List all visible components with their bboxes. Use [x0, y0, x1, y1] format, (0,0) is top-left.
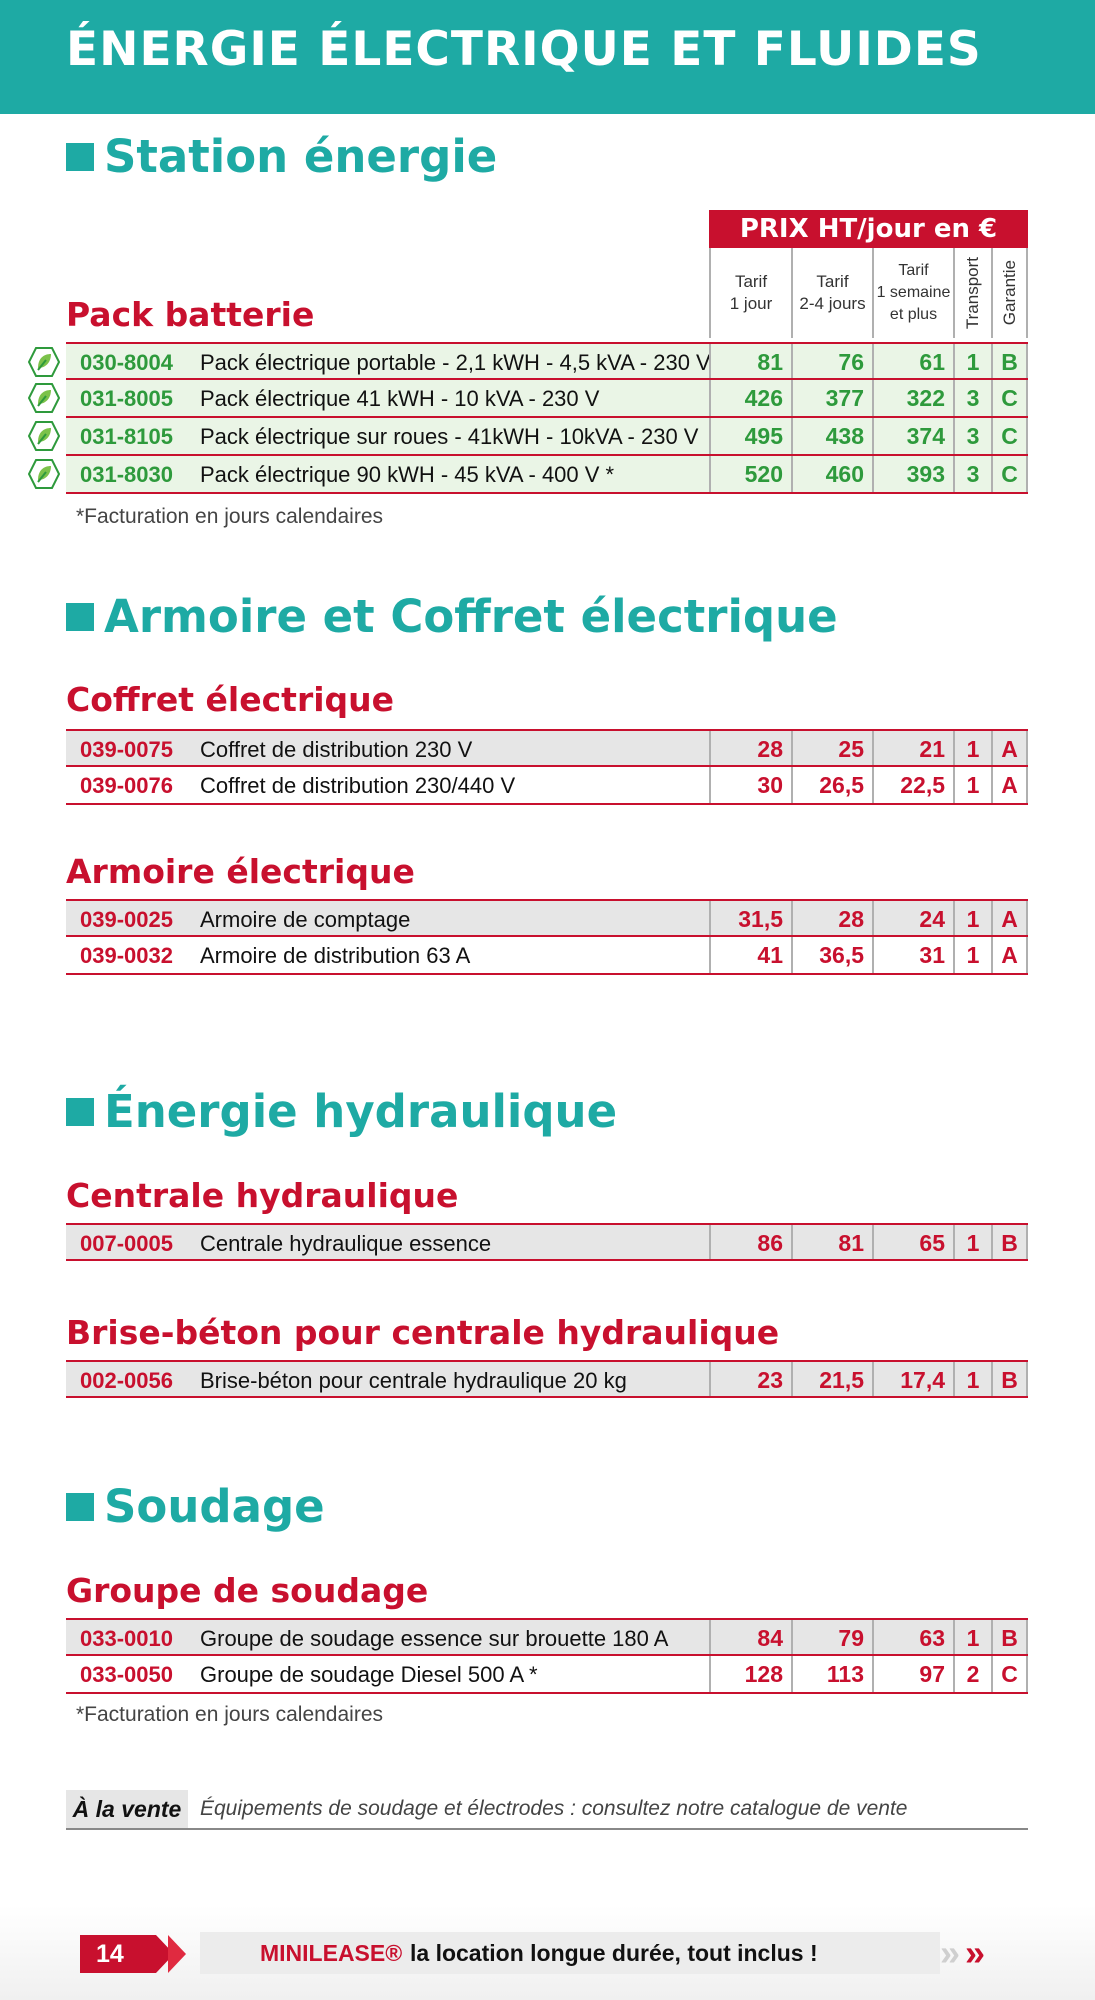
subsection-title: Brise-béton pour centrale hydraulique: [66, 1313, 780, 1352]
transport-code: 1: [953, 344, 991, 378]
price-1-day: 41: [709, 937, 791, 973]
subsection-title: Groupe de soudage: [66, 1571, 429, 1610]
col-head-label: Tarif 1 semaine et plus: [876, 262, 951, 323]
garantie-code: C: [991, 380, 1028, 416]
transport-code: 3: [953, 456, 991, 492]
item-code: 007-0005: [80, 1231, 173, 1256]
table-row: [66, 1223, 1028, 1261]
garantie-code: B: [991, 1225, 1028, 1259]
item-code: 030-8004: [80, 350, 173, 375]
page-title: ÉNERGIE ÉLECTRIQUE ET FLUIDES: [66, 22, 982, 77]
table-row: [66, 1656, 1028, 1694]
sale-text: Équipements de soudage et électrodes : consultez notre catalogue de vente: [200, 1797, 908, 1820]
table-row: [66, 899, 1028, 937]
price-1-day: 128: [709, 1656, 791, 1692]
price-2-4-days: 25: [791, 731, 872, 765]
price-week: 97: [872, 1656, 953, 1692]
garantie-code: C: [991, 1656, 1028, 1692]
arrow-icon: [168, 1935, 186, 1973]
col-head-week: [872, 248, 953, 338]
price-1-day: 28: [709, 731, 791, 765]
section-title: Station énergie: [104, 130, 498, 183]
item-code: 031-8005: [80, 386, 173, 411]
section-station: [66, 130, 497, 183]
price-week: 63: [872, 1620, 953, 1654]
transport-code: 1: [953, 1225, 991, 1259]
price-header: PRIX HT/jour en €: [709, 210, 1028, 248]
garantie-code: B: [991, 1362, 1028, 1396]
section-title: Armoire et Coffret électrique: [104, 590, 838, 643]
footnote: *Facturation en jours calendaires: [76, 1703, 384, 1726]
col-head-label: Transport: [963, 256, 982, 330]
transport-code: 1: [953, 1362, 991, 1396]
garantie-code: C: [991, 456, 1028, 492]
price-1-day: 84: [709, 1620, 791, 1654]
price-2-4-days: 79: [791, 1620, 872, 1654]
garantie-code: B: [991, 1620, 1028, 1654]
item-description: Centrale hydraulique essence: [200, 1231, 492, 1256]
leaf-icon: [28, 346, 60, 378]
price-2-4-days: 377: [791, 380, 872, 416]
item-code: 031-8105: [80, 424, 173, 449]
transport-code: 1: [953, 767, 991, 803]
price-week: 17,4: [872, 1362, 953, 1396]
col-head-2-4days: [791, 248, 872, 338]
item-description: Pack électrique 41 kWH - 10 kVA - 230 V: [200, 386, 600, 411]
item-code: 033-0050: [80, 1662, 173, 1687]
item-code: 039-0032: [80, 943, 173, 968]
price-1-day: 81: [709, 344, 791, 378]
price-week: 61: [872, 344, 953, 378]
item-description: Armoire de comptage: [200, 907, 411, 932]
section-hydraulique: [66, 1085, 617, 1138]
table-brise: [66, 1360, 1028, 1398]
col-head-1day: [709, 248, 791, 338]
col-head-transport: [953, 248, 991, 338]
garantie-code: A: [991, 937, 1028, 973]
item-description: Coffret de distribution 230/440 V: [200, 773, 516, 798]
table-row: [66, 767, 1028, 805]
transport-code: 1: [953, 901, 991, 935]
item-description: Armoire de distribution 63 A: [200, 943, 471, 968]
table-row: [66, 456, 1028, 494]
item-description: Pack électrique sur roues - 41kWH - 10kVA - 230 V: [200, 424, 699, 449]
item-code: 033-0010: [80, 1626, 173, 1651]
transport-code: 3: [953, 380, 991, 416]
item-description: Pack électrique portable - 2,1 kWH - 4,5 kVA - 230 V: [200, 350, 711, 375]
transport-code: 2: [953, 1656, 991, 1692]
subsection-title: Centrale hydraulique: [66, 1176, 459, 1215]
table-row: [66, 418, 1028, 456]
transport-code: 1: [953, 937, 991, 973]
table-centrale: [66, 1223, 1028, 1261]
table-row: [66, 380, 1028, 418]
item-description: Coffret de distribution 230 V: [200, 737, 473, 762]
table-pack: [66, 342, 1028, 494]
leaf-icon: [28, 458, 60, 490]
price-2-4-days: 26,5: [791, 767, 872, 803]
price-2-4-days: 438: [791, 418, 872, 454]
table-row: [66, 937, 1028, 975]
price-2-4-days: 21,5: [791, 1362, 872, 1396]
price-week: 24: [872, 901, 953, 935]
leaf-icon: [28, 420, 60, 452]
brand-name: MINILEASE®: [260, 1940, 403, 1966]
item-code: 039-0075: [80, 737, 173, 762]
garantie-code: A: [991, 767, 1028, 803]
square-icon: [66, 143, 94, 171]
price-2-4-days: 28: [791, 901, 872, 935]
price-1-day: 426: [709, 380, 791, 416]
header-bar: [0, 0, 1095, 114]
price-week: 22,5: [872, 767, 953, 803]
transport-code: 1: [953, 731, 991, 765]
price-week: 21: [872, 731, 953, 765]
section-armoire: [66, 590, 838, 643]
subsection-title: Pack batterie: [66, 295, 315, 334]
leaf-icon: [28, 382, 60, 414]
square-icon: [66, 1098, 94, 1126]
section-title: Énergie hydraulique: [104, 1085, 618, 1138]
transport-code: 3: [953, 418, 991, 454]
sale-note: [66, 1790, 1028, 1830]
price-1-day: 495: [709, 418, 791, 454]
item-description: Groupe de soudage essence sur brouette 180 A: [200, 1626, 669, 1651]
square-icon: [66, 603, 94, 631]
table-row: [66, 1618, 1028, 1656]
item-description: Pack électrique 90 kWH - 45 kVA - 400 V *: [200, 462, 615, 487]
price-week: 374: [872, 418, 953, 454]
col-head-label: Tarif 1 jour: [729, 272, 773, 313]
garantie-code: A: [991, 731, 1028, 765]
col-head-garantie: [991, 248, 1028, 338]
page-number: 14: [80, 1935, 156, 1973]
chevron-right-icon: »: [940, 1932, 961, 1973]
item-code: 039-0025: [80, 907, 173, 932]
col-head-label: Garantie: [999, 260, 1019, 326]
table-row: [66, 729, 1028, 767]
item-code: 039-0076: [80, 773, 173, 798]
price-2-4-days: 113: [791, 1656, 872, 1692]
table-coffret: [66, 729, 1028, 805]
item-description: Brise-béton pour centrale hydraulique 20 kg: [200, 1368, 627, 1393]
item-description: Groupe de soudage Diesel 500 A *: [200, 1662, 538, 1687]
item-code: 031-8030: [80, 462, 173, 487]
section-soudage: [66, 1480, 325, 1533]
subsection-title: Coffret électrique: [66, 680, 395, 719]
subsection-title: Armoire électrique: [66, 852, 415, 891]
price-1-day: 520: [709, 456, 791, 492]
price-1-day: 31,5: [709, 901, 791, 935]
footnote: *Facturation en jours calendaires: [76, 505, 384, 528]
price-2-4-days: 81: [791, 1225, 872, 1259]
table-row: [66, 342, 1028, 380]
slogan-banner: [200, 1932, 940, 1974]
price-2-4-days: 460: [791, 456, 872, 492]
garantie-code: C: [991, 418, 1028, 454]
transport-code: 1: [953, 1620, 991, 1654]
price-1-day: 23: [709, 1362, 791, 1396]
price-week: 322: [872, 380, 953, 416]
price-1-day: 30: [709, 767, 791, 803]
square-icon: [66, 1493, 94, 1521]
col-head-label: Tarif 2-4 jours: [799, 272, 866, 313]
table-row: [66, 1360, 1028, 1398]
garantie-code: B: [991, 344, 1028, 378]
price-week: 65: [872, 1225, 953, 1259]
garantie-code: A: [991, 901, 1028, 935]
price-1-day: 86: [709, 1225, 791, 1259]
table-armoire: [66, 899, 1028, 975]
price-week: 31: [872, 937, 953, 973]
price-2-4-days: 36,5: [791, 937, 872, 973]
item-code: 002-0056: [80, 1368, 173, 1393]
table-groupe: [66, 1618, 1028, 1694]
price-week: 393: [872, 456, 953, 492]
sale-label: À la vente: [66, 1790, 188, 1828]
chevron-right-icon: »: [965, 1932, 986, 1973]
price-2-4-days: 76: [791, 344, 872, 378]
slogan-text: la location longue durée, tout inclus !: [410, 1940, 818, 1966]
section-title: Soudage: [104, 1480, 325, 1533]
